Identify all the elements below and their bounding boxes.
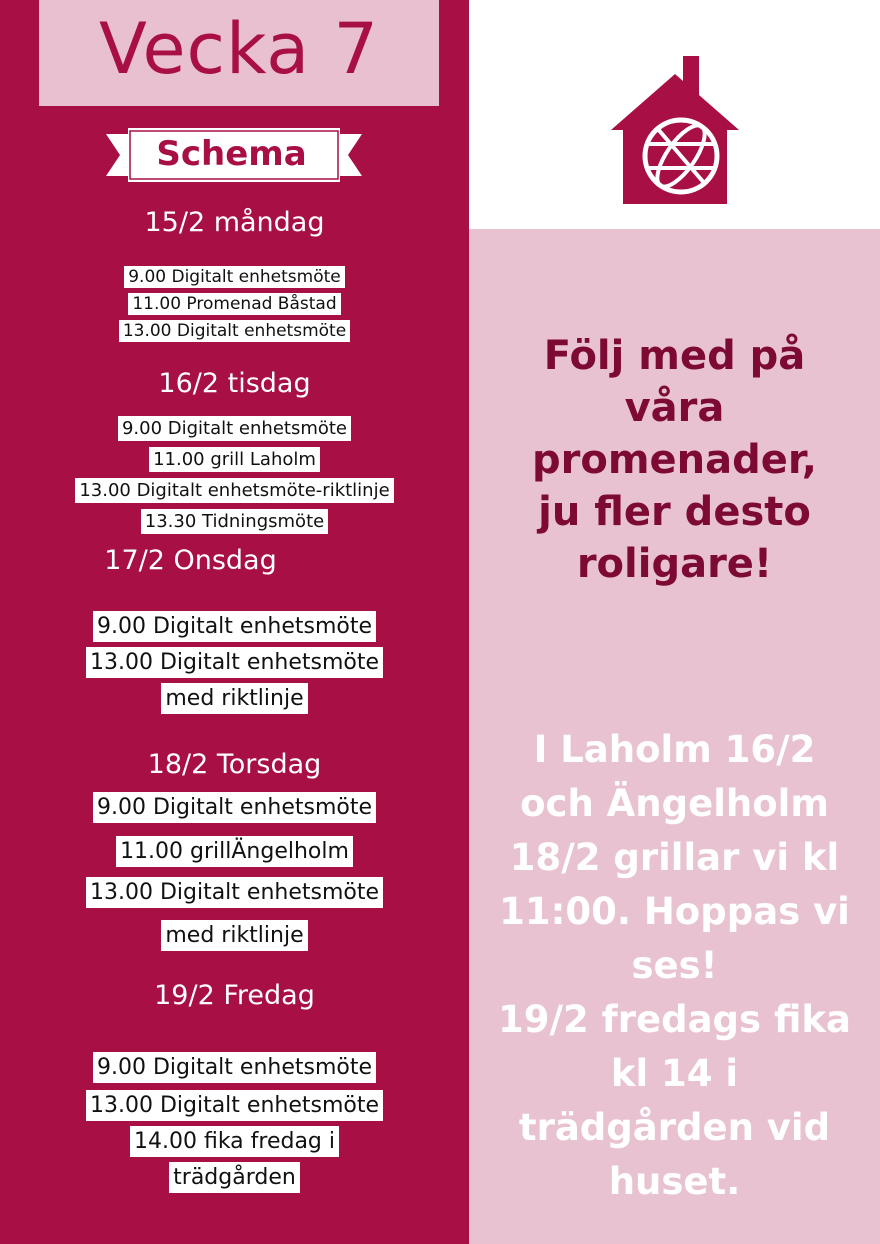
schedule-item: 9.00 Digitalt enhetsmöte	[0, 1052, 469, 1083]
schedule-item: 9.00 Digitalt enhetsmöte	[0, 266, 469, 288]
promo-info	[469, 723, 880, 1209]
schedule-item: 11.00 grillÄngelholm	[0, 836, 469, 867]
schedule-item: 13.00 Digitalt enhetsmöte-riktlinje	[0, 478, 469, 503]
schedule-item: 13.00 Digitalt enhetsmöte	[0, 1090, 469, 1121]
day-heading: 16/2 tisdag	[158, 368, 311, 399]
schedule-item: med riktlinje	[0, 920, 469, 951]
info-line: och Ängelholm	[520, 782, 829, 825]
schedule-item: 11.00 Promenad Båstad	[0, 293, 469, 315]
headline-line: ju fler desto	[538, 489, 811, 535]
schedule-item: 9.00 Digitalt enhetsmöte	[0, 416, 469, 441]
info-line: huset.	[608, 1160, 741, 1203]
ribbon-label: Schema	[156, 134, 307, 174]
schedule-item: 13.30 Tidningsmöte	[0, 509, 469, 534]
info-line: trädgården vid	[518, 1106, 831, 1149]
info-line: 18/2 grillar vi kl	[509, 836, 840, 879]
headline-line: Följ med på	[543, 333, 806, 379]
schedule-item: med riktlinje	[0, 683, 469, 714]
schedule-item: 9.00 Digitalt enhetsmöte	[0, 792, 469, 823]
info-line: kl 14 i	[610, 1052, 739, 1095]
schedule-item: trädgården	[0, 1162, 469, 1193]
day-heading: 18/2 Torsdag	[147, 749, 322, 780]
headline-line: våra	[624, 385, 725, 431]
schedule-item: 9.00 Digitalt enhetsmöte	[0, 611, 469, 642]
title-box	[39, 0, 439, 106]
info-line: I Laholm 16/2	[533, 728, 816, 771]
page-title: Vecka 7	[99, 8, 379, 90]
schedule-item: 13.00 Digitalt enhetsmöte	[0, 647, 469, 678]
schedule-item: 11.00 grill Laholm	[0, 447, 469, 472]
info-line: 19/2 fredags fika	[498, 998, 851, 1041]
day-heading: 17/2 Onsdag	[104, 545, 277, 576]
info-line: 11:00. Hoppas vi	[499, 890, 850, 933]
schedule-item: 14.00 fika fredag i	[0, 1126, 469, 1157]
headline-line: promenader,	[532, 437, 817, 483]
promo-headline	[469, 330, 880, 590]
house-globe-icon	[605, 52, 745, 208]
headline-line: roligare!	[576, 541, 773, 587]
schedule-item: 13.00 Digitalt enhetsmöte	[0, 877, 469, 908]
day-heading: 19/2 Fredag	[154, 980, 315, 1011]
schedule-item: 13.00 Digitalt enhetsmöte	[0, 320, 469, 342]
info-line: ses!	[631, 944, 718, 987]
day-heading: 15/2 måndag	[144, 207, 325, 238]
